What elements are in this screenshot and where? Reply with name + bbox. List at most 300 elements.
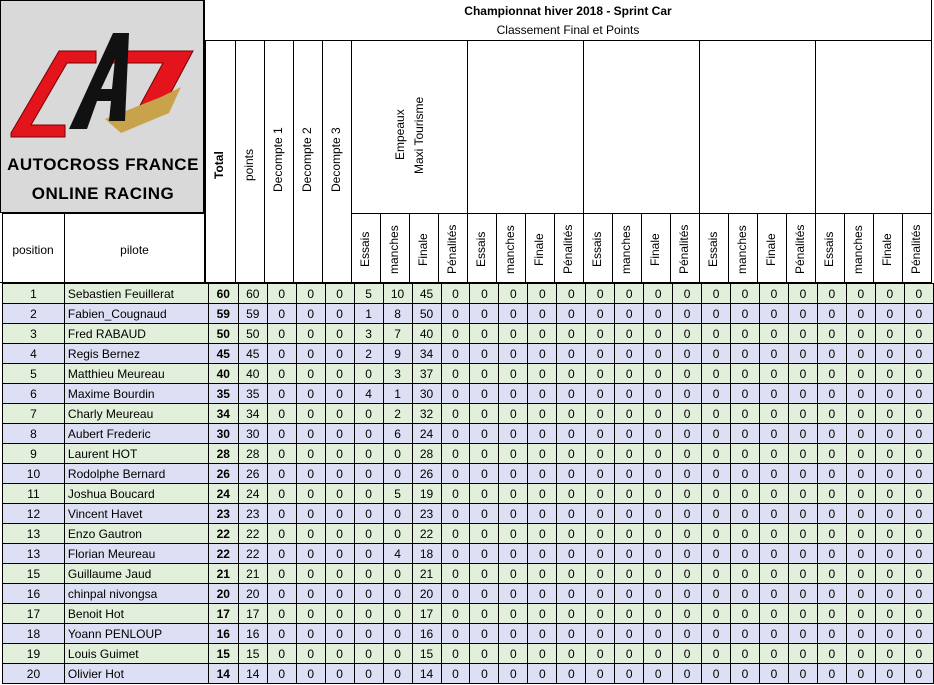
cell-event-empty: 0 (557, 464, 586, 484)
grid-line (322, 40, 323, 283)
table-row (3, 284, 934, 304)
cell-event-empty: 0 (528, 304, 557, 324)
cell-pilote: Fred RABAUD (64, 324, 208, 344)
logo-line-1: AUTOCROSS FRANCE (7, 155, 199, 174)
cell-position: 8 (3, 424, 65, 444)
cell-event-empty: 0 (586, 524, 615, 544)
cell-event-empty: 0 (760, 604, 789, 624)
cell-event-empty: 0 (731, 364, 760, 384)
grid-line (670, 213, 671, 283)
cell-event-empty: 0 (673, 584, 702, 604)
cell-event-empty: 0 (731, 624, 760, 644)
autocross-logo-emblem (1, 1, 204, 151)
cell-event-empty: 0 (673, 344, 702, 364)
cell-points: 23 (238, 504, 267, 524)
cell-event-empty: 0 (557, 564, 586, 584)
cell-event-empty: 0 (731, 604, 760, 624)
cell-event-empty: 0 (528, 404, 557, 424)
cell-event-empty: 0 (702, 544, 731, 564)
table-row (3, 564, 934, 584)
cell-event-empty: 0 (557, 324, 586, 344)
cell-points: 21 (238, 564, 267, 584)
cell-d2: 0 (296, 484, 325, 504)
cell-event-empty: 0 (904, 364, 933, 384)
cell-event-empty: 0 (557, 304, 586, 324)
cell-event1-pénalités: 0 (441, 464, 470, 484)
cell-event1-finale: 21 (412, 564, 441, 584)
grid-line (699, 40, 700, 283)
header-sub-manches: manches (386, 225, 401, 274)
table-row (3, 344, 934, 364)
cell-event1-pénalités: 0 (441, 444, 470, 464)
cell-event1-finale: 34 (412, 344, 441, 364)
cell-event-empty: 0 (557, 644, 586, 664)
cell-event-empty: 0 (702, 424, 731, 444)
cell-d3: 0 (325, 604, 354, 624)
cell-event-empty: 0 (788, 524, 817, 544)
header-sub-essais: Essais (705, 231, 720, 268)
cell-event-empty: 0 (731, 304, 760, 324)
cell-event-empty: 0 (904, 584, 933, 604)
cell-event1-manches: 8 (383, 304, 412, 324)
cell-event-empty: 0 (875, 484, 904, 504)
cell-d1: 0 (267, 664, 296, 684)
cell-d3: 0 (325, 364, 354, 384)
header-sub-manches: manches (734, 225, 749, 274)
header-sub-pénalités: Pénalités (792, 224, 807, 275)
cell-d3: 0 (325, 544, 354, 564)
cell-d3: 0 (325, 584, 354, 604)
cell-event1-essais: 0 (354, 464, 383, 484)
cell-event-empty: 0 (644, 504, 673, 524)
header-decompte-3: Decompte 3 (329, 127, 343, 193)
header-sub-finale: Finale (415, 233, 430, 266)
table-row (3, 404, 934, 424)
cell-event-empty: 0 (817, 604, 846, 624)
cell-event-empty: 0 (470, 344, 499, 364)
cell-event-empty: 0 (557, 544, 586, 564)
cell-total: 15 (208, 644, 238, 664)
cell-d3: 0 (325, 404, 354, 424)
table-row (3, 364, 934, 384)
cell-event-empty: 0 (760, 664, 789, 684)
cell-event-empty: 0 (499, 324, 528, 344)
cell-event1-essais: 0 (354, 624, 383, 644)
cell-points: 22 (238, 524, 267, 544)
header-sub-manches: manches (618, 225, 633, 274)
cell-event-empty: 0 (499, 344, 528, 364)
cell-event-empty: 0 (904, 564, 933, 584)
header-event1-venue: Empeaux (393, 109, 407, 161)
header-pilote: pilote (120, 243, 149, 257)
cell-event-empty: 0 (586, 584, 615, 604)
cell-event1-pénalités: 0 (441, 664, 470, 684)
cell-total: 17 (208, 604, 238, 624)
cell-event1-essais: 0 (354, 444, 383, 464)
cell-d1: 0 (267, 484, 296, 504)
grid-line (931, 40, 932, 283)
cell-event1-finale: 45 (412, 284, 441, 304)
cell-event-empty: 0 (731, 524, 760, 544)
cell-event-empty: 0 (586, 604, 615, 624)
header-sub-manches: manches (850, 225, 865, 274)
cell-event-empty: 0 (846, 284, 875, 304)
cell-d3: 0 (325, 304, 354, 324)
cell-event-empty: 0 (817, 504, 846, 524)
cell-event1-finale: 20 (412, 584, 441, 604)
cell-event-empty: 0 (644, 484, 673, 504)
cell-d2: 0 (296, 344, 325, 364)
cell-event1-pénalités: 0 (441, 404, 470, 424)
cell-event-empty: 0 (615, 444, 644, 464)
cell-event-empty: 0 (817, 664, 846, 684)
cell-event-empty: 0 (470, 484, 499, 504)
cell-event-empty: 0 (788, 424, 817, 444)
cell-pilote: Regis Bernez (64, 344, 208, 364)
cell-pilote: Fabien_Cougnaud (64, 304, 208, 324)
header-sub-pénalités: Pénalités (908, 224, 923, 275)
cell-event1-essais: 3 (354, 324, 383, 344)
header-sub-finale: Finale (647, 233, 662, 266)
cell-d1: 0 (267, 524, 296, 544)
cell-event-empty: 0 (702, 564, 731, 584)
cell-event1-pénalités: 0 (441, 544, 470, 564)
cell-pilote: Matthieu Meureau (64, 364, 208, 384)
grid-line (264, 40, 265, 283)
cell-points: 30 (238, 424, 267, 444)
cell-event-empty: 0 (557, 444, 586, 464)
cell-event-empty: 0 (644, 444, 673, 464)
cell-total: 28 (208, 444, 238, 464)
cell-event1-essais: 0 (354, 664, 383, 684)
table-row (3, 384, 934, 404)
cell-d1: 0 (267, 364, 296, 384)
cell-event-empty: 0 (586, 364, 615, 384)
cell-event1-manches: 0 (383, 464, 412, 484)
cell-event1-manches: 0 (383, 584, 412, 604)
cell-event-empty: 0 (760, 564, 789, 584)
cell-event-empty: 0 (644, 584, 673, 604)
cell-event-empty: 0 (557, 424, 586, 444)
cell-event-empty: 0 (817, 384, 846, 404)
cell-event-empty: 0 (731, 444, 760, 464)
cell-event-empty: 0 (615, 524, 644, 544)
cell-event-empty: 0 (846, 344, 875, 364)
cell-event-empty: 0 (499, 664, 528, 684)
cell-position: 15 (3, 564, 65, 584)
cell-pilote: Louis Guimet (64, 644, 208, 664)
cell-total: 34 (208, 404, 238, 424)
cell-total: 26 (208, 464, 238, 484)
cell-event-empty: 0 (470, 644, 499, 664)
cell-event-empty: 0 (499, 624, 528, 644)
cell-event-empty: 0 (702, 284, 731, 304)
cell-event-empty: 0 (702, 664, 731, 684)
cell-event1-manches: 2 (383, 404, 412, 424)
cell-event-empty: 0 (904, 544, 933, 564)
cell-event-empty: 0 (586, 464, 615, 484)
cell-event-empty: 0 (673, 464, 702, 484)
header-sub-manches: manches (502, 225, 517, 274)
cell-event-empty: 0 (528, 484, 557, 504)
cell-event-empty: 0 (586, 384, 615, 404)
cell-event-empty: 0 (875, 364, 904, 384)
cell-event-empty: 0 (615, 624, 644, 644)
cell-event-empty: 0 (760, 384, 789, 404)
cell-d1: 0 (267, 584, 296, 604)
cell-event-empty: 0 (760, 624, 789, 644)
cell-event-empty: 0 (615, 644, 644, 664)
header-sub-pénalités: Pénalités (444, 224, 459, 275)
cell-event-empty: 0 (557, 284, 586, 304)
cell-points: 24 (238, 484, 267, 504)
cell-event-empty: 0 (817, 324, 846, 344)
cell-position: 2 (3, 304, 65, 324)
cell-total: 21 (208, 564, 238, 584)
cell-event1-finale: 23 (412, 504, 441, 524)
cell-position: 9 (3, 444, 65, 464)
cell-event1-finale: 18 (412, 544, 441, 564)
cell-event-empty: 0 (499, 504, 528, 524)
header-sub-finale: Finale (879, 233, 894, 266)
cell-event1-pénalités: 0 (441, 424, 470, 444)
cell-d2: 0 (296, 364, 325, 384)
cell-event-empty: 0 (673, 664, 702, 684)
cell-event-empty: 0 (760, 444, 789, 464)
cell-event-empty: 0 (586, 324, 615, 344)
cell-event-empty: 0 (846, 524, 875, 544)
cell-event-empty: 0 (875, 604, 904, 624)
cell-event-empty: 0 (846, 584, 875, 604)
cell-event-empty: 0 (557, 624, 586, 644)
cell-d3: 0 (325, 344, 354, 364)
cell-event-empty: 0 (904, 344, 933, 364)
cell-event1-pénalités: 0 (441, 584, 470, 604)
cell-event-empty: 0 (586, 544, 615, 564)
cell-event-empty: 0 (788, 404, 817, 424)
grid-line (525, 213, 526, 283)
cell-d3: 0 (325, 664, 354, 684)
cell-event-empty: 0 (615, 544, 644, 564)
cell-event-empty: 0 (644, 384, 673, 404)
table-row (3, 544, 934, 564)
header-points: points (242, 148, 256, 182)
cell-event-empty: 0 (528, 464, 557, 484)
cell-event-empty: 0 (817, 524, 846, 544)
cell-event1-pénalités: 0 (441, 284, 470, 304)
table-row (3, 644, 934, 664)
cell-event1-essais: 5 (354, 284, 383, 304)
cell-event-empty: 0 (528, 364, 557, 384)
cell-position: 20 (3, 664, 65, 684)
cell-event-empty: 0 (875, 424, 904, 444)
cell-event-empty: 0 (615, 364, 644, 384)
cell-total: 23 (208, 504, 238, 524)
cell-d2: 0 (296, 284, 325, 304)
grid-line (844, 213, 845, 283)
cell-event1-pénalités: 0 (441, 484, 470, 504)
cell-total: 50 (208, 324, 238, 344)
cell-event-empty: 0 (499, 584, 528, 604)
cell-event-empty: 0 (615, 304, 644, 324)
cell-d3: 0 (325, 564, 354, 584)
cell-event1-essais: 0 (354, 564, 383, 584)
cell-position: 13 (3, 524, 65, 544)
header-sub-finale: Finale (763, 233, 778, 266)
header-sub-finale: Finale (531, 233, 546, 266)
cell-event-empty: 0 (644, 424, 673, 444)
grid-line (757, 213, 758, 283)
grid-line (641, 213, 642, 283)
cell-event-empty: 0 (788, 364, 817, 384)
cell-event-empty: 0 (673, 364, 702, 384)
cell-event1-manches: 0 (383, 624, 412, 644)
cell-event-empty: 0 (846, 304, 875, 324)
cell-event-empty: 0 (499, 524, 528, 544)
cell-event-empty: 0 (760, 504, 789, 524)
cell-event1-manches: 1 (383, 384, 412, 404)
cell-event-empty: 0 (615, 564, 644, 584)
cell-points: 35 (238, 384, 267, 404)
cell-d1: 0 (267, 644, 296, 664)
cell-event-empty: 0 (470, 364, 499, 384)
cell-d2: 0 (296, 384, 325, 404)
cell-total: 60 (208, 284, 238, 304)
cell-event-empty: 0 (788, 384, 817, 404)
cell-event-empty: 0 (788, 664, 817, 684)
cell-d2: 0 (296, 404, 325, 424)
cell-event-empty: 0 (817, 584, 846, 604)
cell-event-empty: 0 (644, 624, 673, 644)
cell-position: 4 (3, 344, 65, 364)
cell-event-empty: 0 (760, 324, 789, 344)
cell-event-empty: 0 (470, 424, 499, 444)
cell-total: 30 (208, 424, 238, 444)
cell-d3: 0 (325, 484, 354, 504)
cell-event-empty: 0 (586, 484, 615, 504)
cell-event-empty: 0 (846, 384, 875, 404)
cell-event1-finale: 15 (412, 644, 441, 664)
header-total: Total (212, 151, 226, 179)
header-sub-pénalités: Pénalités (560, 224, 575, 275)
cell-total: 24 (208, 484, 238, 504)
cell-event1-essais: 0 (354, 364, 383, 384)
cell-d1: 0 (267, 344, 296, 364)
table-row (3, 624, 934, 644)
cell-points: 50 (238, 324, 267, 344)
cell-pilote: Guillaume Jaud (64, 564, 208, 584)
cell-event1-pénalités: 0 (441, 344, 470, 364)
cell-d3: 0 (325, 644, 354, 664)
cell-total: 40 (208, 364, 238, 384)
grid-line (293, 40, 294, 283)
cell-event-empty: 0 (528, 624, 557, 644)
cell-event-empty: 0 (760, 464, 789, 484)
cell-d3: 0 (325, 324, 354, 344)
cell-event-empty: 0 (673, 284, 702, 304)
cell-event-empty: 0 (673, 644, 702, 664)
cell-event-empty: 0 (904, 664, 933, 684)
cell-event-empty: 0 (586, 564, 615, 584)
cell-event-empty: 0 (673, 404, 702, 424)
cell-event-empty: 0 (470, 624, 499, 644)
cell-event-empty: 0 (817, 464, 846, 484)
cell-event-empty: 0 (875, 284, 904, 304)
cell-d3: 0 (325, 524, 354, 544)
cell-event-empty: 0 (470, 544, 499, 564)
cell-total: 45 (208, 344, 238, 364)
cell-d3: 0 (325, 504, 354, 524)
cell-event-empty: 0 (788, 604, 817, 624)
cell-d2: 0 (296, 664, 325, 684)
cell-position: 11 (3, 484, 65, 504)
cell-event-empty: 0 (731, 664, 760, 684)
cell-event-empty: 0 (615, 284, 644, 304)
cell-event1-essais: 0 (354, 484, 383, 504)
cell-event-empty: 0 (846, 424, 875, 444)
cell-d1: 0 (267, 384, 296, 404)
cell-event-empty: 0 (731, 644, 760, 664)
cell-pilote: Maxime Bourdin (64, 384, 208, 404)
cell-event-empty: 0 (846, 564, 875, 584)
cell-event-empty: 0 (731, 584, 760, 604)
cell-d2: 0 (296, 524, 325, 544)
cell-pilote: Olivier Hot (64, 664, 208, 684)
cell-event-empty: 0 (673, 504, 702, 524)
cell-d3: 0 (325, 384, 354, 404)
cell-event-empty: 0 (673, 424, 702, 444)
cell-pilote: Charly Meureau (64, 404, 208, 424)
cell-event-empty: 0 (788, 584, 817, 604)
cell-pilote: Vincent Havet (64, 504, 208, 524)
cell-event-empty: 0 (731, 544, 760, 564)
cell-position: 18 (3, 624, 65, 644)
cell-event-empty: 0 (904, 304, 933, 324)
cell-event-empty: 0 (904, 504, 933, 524)
cell-event-empty: 0 (731, 424, 760, 444)
cell-event-empty: 0 (644, 324, 673, 344)
cell-event-empty: 0 (702, 404, 731, 424)
cell-position: 5 (3, 364, 65, 384)
cell-event-empty: 0 (904, 484, 933, 504)
grid-line (728, 213, 729, 283)
cell-points: 60 (238, 284, 267, 304)
cell-event-empty: 0 (528, 564, 557, 584)
table-row (3, 444, 934, 464)
cell-total: 35 (208, 384, 238, 404)
cell-event-empty: 0 (904, 404, 933, 424)
cell-d2: 0 (296, 444, 325, 464)
cell-event-empty: 0 (904, 384, 933, 404)
cell-event-empty: 0 (470, 524, 499, 544)
cell-event-empty: 0 (586, 444, 615, 464)
cell-d2: 0 (296, 564, 325, 584)
cell-d1: 0 (267, 444, 296, 464)
cell-event-empty: 0 (788, 304, 817, 324)
cell-event1-essais: 0 (354, 404, 383, 424)
cell-event-empty: 0 (702, 604, 731, 624)
cell-points: 40 (238, 364, 267, 384)
cell-points: 26 (238, 464, 267, 484)
cell-event-empty: 0 (499, 364, 528, 384)
cell-event1-pénalités: 0 (441, 604, 470, 624)
cell-points: 22 (238, 544, 267, 564)
cell-event1-pénalités: 0 (441, 644, 470, 664)
cell-event-empty: 0 (904, 284, 933, 304)
cell-pilote: Rodolphe Bernard (64, 464, 208, 484)
cell-event1-manches: 0 (383, 664, 412, 684)
header-decompte-1: Decompte 1 (271, 127, 285, 193)
